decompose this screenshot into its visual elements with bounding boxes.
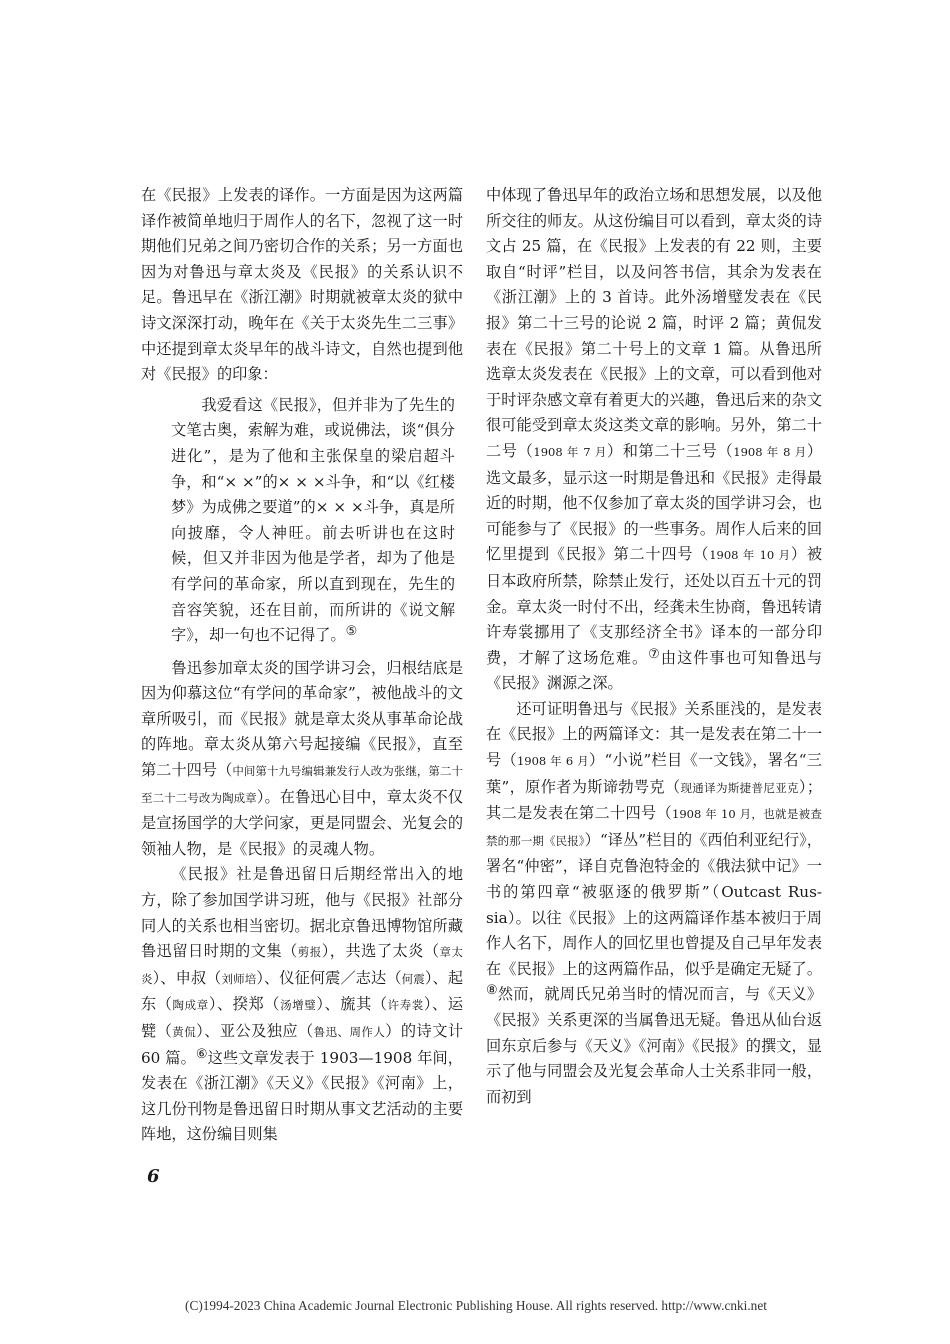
- footnote-marker[interactable]: ⑤: [345, 624, 358, 640]
- inline-note: Outcast Rus-sia: [486, 883, 822, 927]
- text-run: ）；其二是发表在第二十四号（: [486, 777, 823, 823]
- inline-note: 鲁迅、周作人: [313, 1025, 386, 1039]
- quote-text: 我爱看这《民报》，但并非为了先生的文笔古奥，索解为难，或说佛法，谈“俱分进化”，是为了他和主张保皇的梁启超斗争，和“× ×”的× × ×斗争，和“以《红楼梦》为成佛之要道”的× × ×斗争，真是所向披靡，令人神旺。前去听讲也在这时候，但又并非因为他是学者，却为了他是有学问的革命家，所以直到现在，先生的音容笑貌，还在目前，而所讲的《说文解字》，却一句也不记得了。: [171, 395, 455, 645]
- text-run: ）。以往《民报》上的这两篇译作基本被归于周作人名下，周作人的回忆里也曾提及自己早年发表在《民报》上的这两篇作品，似乎是确定无疑了。: [486, 908, 822, 978]
- footnote-marker[interactable]: ⑥: [195, 1046, 208, 1062]
- inline-note: 黄侃: [172, 1025, 197, 1039]
- inline-note: 现通译为斯捷普尼亚克: [680, 780, 799, 795]
- text-run: ）被日本政府所禁，除禁止发行，还处以百五十元的罚金。章太炎一时付不出，经龚未生协商，鲁迅转请许寿裳挪用了《支那经济全书》译本的一部分印费，才解了这场危难。: [486, 545, 823, 667]
- inline-note: 剪报: [297, 945, 322, 960]
- right-column: [486, 183, 822, 1110]
- text-run: ）和第二十三号（: [606, 441, 734, 460]
- paragraph: [486, 697, 822, 1111]
- left-column: [141, 183, 463, 1148]
- text-run: ）选文最多，显示这一时期是鲁迅和《民报》走得最近的时期，他不仅参加了章太炎的国学讲习会，也可能参与了《民报》的一些事务。周作人后来的回忆里提到《民报》第二十四号（: [486, 441, 822, 564]
- text-run: ）、申叔（: [152, 968, 222, 987]
- text-run: ）、起东（: [141, 968, 464, 1014]
- inline-note: 1908 年 8 月: [733, 444, 807, 459]
- block-quote: [171, 388, 455, 656]
- inline-note: 1908 年 10 月，也就是被查禁的那一期《民报》: [486, 807, 822, 848]
- text-run: ）“小说”栏目《一文钱》，署名“三葉”，原作者为斯谛勃咢克（: [486, 751, 822, 796]
- text-run: 由这件事也可知鲁迅与《民报》渊源之深。: [486, 648, 823, 693]
- text-run: ）、亚公及独应（: [196, 1022, 314, 1040]
- text-run: 《民报》社是鲁迅留日后期经常出入的地方，除了参加国学讲习班，他与《民报》社部分同人的关系也相当密切。据北京鲁迅博物馆所藏鲁迅留日时期的文集（: [141, 865, 463, 961]
- inline-note: 1908 年 7 月: [533, 444, 607, 459]
- text-run: 中体现了鲁迅早年的政治立场和思想发展，以及他所交往的师友。从这份编目可以看到，章太炎的诗文占 25 篇，在《民报》上发表的有 22 则，主要取自“时评”栏目，以及问答书信，其余为发表在《浙江潮》上的 3 首诗。此外汤增璧发表在《民报》第二十三号的论说 2 篇，时评 2 篇；黄侃发表在《民报》第二十号上的文章 1 篇。从鲁迅所选章太炎发表在《民报》上的文章，可以看到他对于时评杂感文章有着更大的兴趣，鲁迅后来的杂文很可能受到章太炎这类文章的影响。另外，第二十二号（: [486, 186, 822, 460]
- text-run: 鲁迅参加章太炎的国学讲习会，归根结底是因为仰慕这位“有学问的革命家”，被他战斗的文章所吸引，而《民报》就是章太炎从事革命论战的阵地。章太炎从第六号起接编《民报》，直至第二十四号（: [141, 658, 463, 780]
- text-run: 这些文章发表于 1903—1908 年间，发表在《浙江潮》《天义》《民报》《河南》上，这几份刊物是鲁迅留日时期从事文艺活动的主要阵地，这份编目则集: [141, 1048, 463, 1144]
- copyright-footer: (C)1994-2023 China Academic Journal Electronic Publishing House. All rights reserved. http://www.cnki.net: [185, 1298, 767, 1313]
- inline-note: 汤增璧: [280, 998, 317, 1013]
- text-run: ）、揆郑（: [208, 995, 281, 1014]
- footnote-marker[interactable]: ⑧: [486, 983, 498, 999]
- inline-note: 章太炎: [141, 945, 464, 986]
- text-run: ）的诗文计 60 篇。: [141, 1022, 464, 1067]
- text-run: ）。在鲁迅心目中，章太炎不仅是宣扬国学的大学问家，更是同盟会、光复会的领袖人物，是《民报》的灵魂人物。: [141, 787, 463, 858]
- paragraph: 在《民报》上发表的译作。一方面是因为这两篇译作被简单地归于周作人的名下，忽视了这一时期他们兄弟之间乃密切合作的关系；另一方面也因为对鲁迅与章太炎及《民报》的关系认识不足。鲁迅早在《浙江潮》时期就被章太炎的狱中诗文深深打动，晚年在《关于太炎先生二三事》中还提到章太炎早年的战斗诗文，自然也提到他对《民报》的印象：: [141, 186, 463, 384]
- text-run: 然而，就周氏兄弟当时的情况而言，与《天义》《民报》关系更深的当属鲁迅无疑。鲁迅从仙台返回东京后参与《天义》《河南》《民报》的撰文，显示了他与同盟会及光复会革命人士关系非同一般，而初到: [486, 985, 823, 1106]
- paragraph: [141, 656, 463, 863]
- page-number: 6: [147, 1166, 160, 1187]
- text-run: ）、仪征何震／志达（: [256, 968, 402, 987]
- inline-note: 许寿裳: [387, 998, 424, 1013]
- text-run: ）、旒其（: [316, 995, 388, 1014]
- inline-note: 刘师培: [221, 971, 257, 986]
- inline-note: 1908 年 10 月: [709, 548, 791, 563]
- inline-note: 陶成章: [172, 998, 209, 1013]
- inline-note: 中间第十九号编辑兼发行人改为张继，第二十至二十二号改为陶成章: [141, 764, 464, 805]
- footnote-marker[interactable]: ⑦: [648, 646, 661, 662]
- text-run: 还可证明鲁迅与《民报》关系匪浅的，是发表在《民报》上的两篇译文：其一是发表在第二十一号（: [486, 699, 822, 770]
- paragraph: [141, 862, 463, 1148]
- inline-note: 何震: [401, 971, 425, 986]
- text-run: ），共选了太炎（: [321, 942, 440, 961]
- paragraph: [486, 183, 822, 697]
- text-run: ）、运甓（: [141, 995, 464, 1040]
- inline-note: 1908 年 6 月: [516, 754, 589, 769]
- text-run: ）“译丛”栏目的《西伯利亚纪行》，署名“仲密”，译自克鲁泡特金的《俄法狱中记》一书的第四章“被驱逐的俄罗斯”（: [486, 830, 822, 902]
